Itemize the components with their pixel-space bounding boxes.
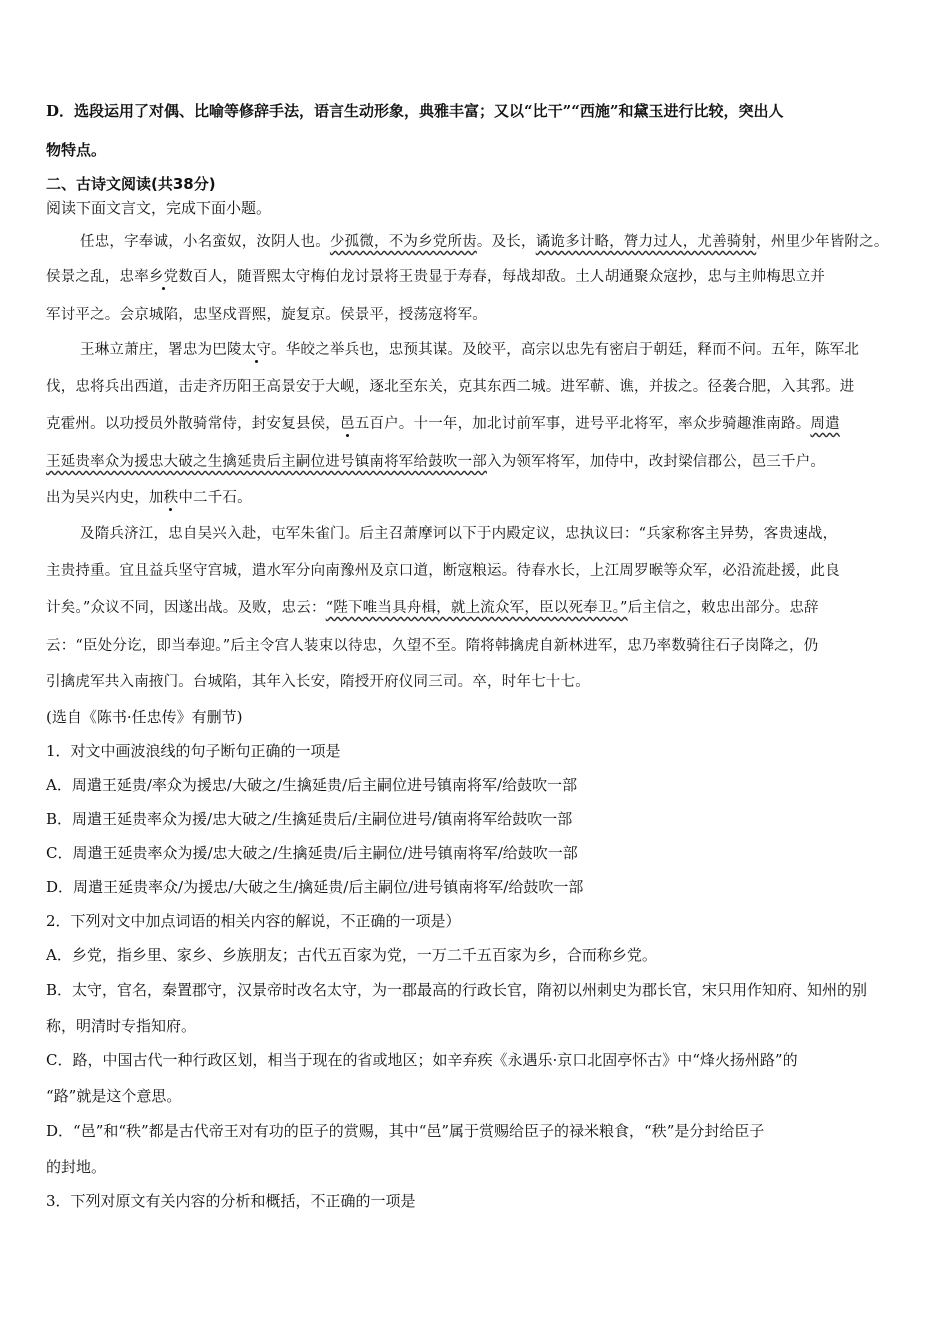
question-2-option-d-line2: 的封地。 — [46, 1158, 107, 1176]
question-1-option-d: D．周遣王延贵率众/为援忠/大破之生/擒延贵/后主嗣位/进号镇南将军/给鼓吹一部 — [46, 878, 584, 896]
passage-p3-line2: 主贵持重。宜且益兵坚守宫城，遣水军分向南豫州及京口道，断寇粮运。待春水长，上江周罗㬋等众军，必沿流赴援，此良 — [46, 563, 840, 579]
passage-p3-line1: 及隋兵济江，忠自吴兴入赴，屯军朱雀门。后主召萧摩诃以下于内殿定议，忠执议曰：“兵家称客主异势，客贵速战， — [80, 526, 838, 542]
question-2-option-c-line2: “路”就是这个意思。 — [46, 1087, 182, 1105]
dotted-term-zhi: 秩 — [163, 490, 179, 506]
section-title: 二、古诗文阅读(共38分) — [46, 175, 216, 193]
text-run: 侯景之乱，忠率 — [46, 269, 149, 285]
text-run: 计矣。”众议不同，因遂出战。及败，忠云： — [46, 600, 326, 616]
section-instruction: 阅读下面文言文，完成下面小题。 — [46, 199, 272, 217]
wavy-underlined-text: 王延贵率众为援忠大破之生擒延贵后主嗣位进号镇南将军给鼓吹一部 — [46, 454, 487, 470]
text-run: 数百人，随晋熙太守梅伯龙讨景将王贵显于寿春，每战却敌。土人胡通聚众寇抄，忠与主帅梅思立并 — [178, 269, 826, 285]
question-2-option-c-line1: C．路，中国古代一种行政区划，相当于现在的省或地区；如辛弃疾《永遇乐·京口北固亭怀古》中“烽火扬州路”的 — [46, 1051, 798, 1069]
question-1-option-c: C．周遣王延贵率众为援/忠大破之/生擒延贵/后主嗣位/进号镇南将军/给鼓吹一部 — [46, 844, 578, 862]
question-1-stem: 1．对文中画波浪线的句子断句正确的一项是 — [46, 742, 341, 760]
passage-p3-line5: 引擒虎军共入南掖门。台城陷，其年入长安，隋授开府仪同三司。卒，时年七十七。 — [46, 674, 590, 690]
question-1-option-a: A．周遣王延贵/率众为援忠/大破之/生擒延贵/后主嗣位进号镇南将军/给鼓吹一部 — [46, 776, 578, 794]
dotted-term-xiangdang: 乡党 — [148, 269, 179, 285]
text-run: 。华皎之举兵也，忠预其谋。及皎平，高宗以忠先有密启于朝廷，释而不问。五年，陈军北 — [271, 342, 860, 358]
passage-p2-line5 — [46, 488, 916, 508]
text-run: 任忠，字奉诚，小名蛮奴，汝阴人也。 — [80, 234, 330, 250]
dotted-term-taishou: 太守 — [241, 342, 272, 358]
wavy-underlined-text: 周遣 — [810, 416, 840, 432]
passage-p1-line2 — [46, 267, 916, 287]
passage-source: (选自《陈书·任忠传》有删节) — [46, 708, 243, 726]
question-2-option-a: A．乡党，指乡里、家乡、乡族朋友；古代五百家为党，一万二千五百家为乡，合而称乡党。 — [46, 946, 657, 964]
question-3-stem: 3．下列对原文有关内容的分析和概括，不正确的一项是 — [46, 1192, 416, 1210]
question-1-option-b: B．周遣王延贵率众为援/忠大破之/生擒延贵后/主嗣位进号/镇南将军给鼓吹一部 — [46, 810, 573, 828]
wavy-underlined-text: 少孤微，不为乡党所齿 — [329, 234, 477, 250]
passage-p2-line3 — [46, 414, 916, 434]
text-run: 克霍州。以功授员外散骑常侍，封安复县侯， — [46, 416, 340, 432]
dotted-term-yi: 邑 — [340, 416, 355, 432]
text-run: 后主信之，敕忠出部分。忠辞 — [627, 600, 819, 616]
text-run: 五百户。十一年，加北讨前军事，进号平北将军，率众步骑趣淮南路。 — [354, 416, 811, 432]
passage-p1-line3: 军讨平之。会京城陷，忠坚戍晋熙，旋复京。侯景平，授荡寇将军。 — [46, 307, 487, 323]
passage-p3-line3 — [46, 598, 916, 618]
passage-p2-line4 — [46, 452, 916, 472]
passage-p3-line4: 云：“臣处分讫，即当奉迎。”后主令宫人装束以待忠，久望不至。隋将韩擒虎自新林进军，忠乃率数骑往石子岗降之，仍 — [46, 638, 819, 654]
text-run: 王琳立萧庄，署忠为巴陵 — [80, 342, 242, 358]
question-2-option-b-line1: B．太守，官名，秦置郡守，汉景帝时改名太守，为一郡最高的行政长官，隋初以州刺史为郡长官，宋只用作知府、知州的别 — [46, 981, 868, 999]
wavy-underlined-text: 谲诡多计略，膂力过人，尤善骑射 — [535, 234, 757, 250]
text-run: ，州里少年皆附之。 — [756, 234, 889, 250]
text-run: 中二千石。 — [178, 490, 252, 506]
passage-p2-line2: 伐，忠将兵出西道，击走齐历阳王高景安于大岘，逐北至东关，克其东西二城。进军蕲、谯，并拔之。径袭合肥，入其郛。进 — [46, 379, 855, 395]
prev-option-d-line1: D．选段运用了对偶、比喻等修辞手法，语言生动形象，典雅丰富；又以“比干”“西施”和黛玉进行比较，突出人 — [46, 102, 784, 120]
text-run: 邑三千户。 — [751, 454, 826, 470]
prev-option-d-line2: 物特点。 — [46, 141, 107, 159]
question-2-option-b-line2: 称，明清时专指知府。 — [46, 1017, 197, 1035]
passage-p2-line1 — [80, 340, 950, 360]
question-2-option-d-line1: D．“邑”和“秩”都是古代帝王对有功的臣子的赏赐，其中“邑”属于赏赐给臣子的禄米粮食，“秩”是分封给臣子 — [46, 1122, 765, 1140]
text-run: 出为吴兴内史，加 — [46, 490, 164, 506]
wavy-underlined-text: “陛下唯当具舟楫，就上流众军，臣以死奉卫。” — [325, 600, 628, 616]
question-2-stem: 2．下列对文中加点词语的相关内容的解说，不正确的一项是） — [46, 912, 461, 930]
text-run: 入为领军将军，加侍中，改封梁信郡公， — [487, 454, 752, 470]
text-run: 。及长， — [476, 234, 536, 250]
passage-p1-line1 — [80, 232, 950, 252]
